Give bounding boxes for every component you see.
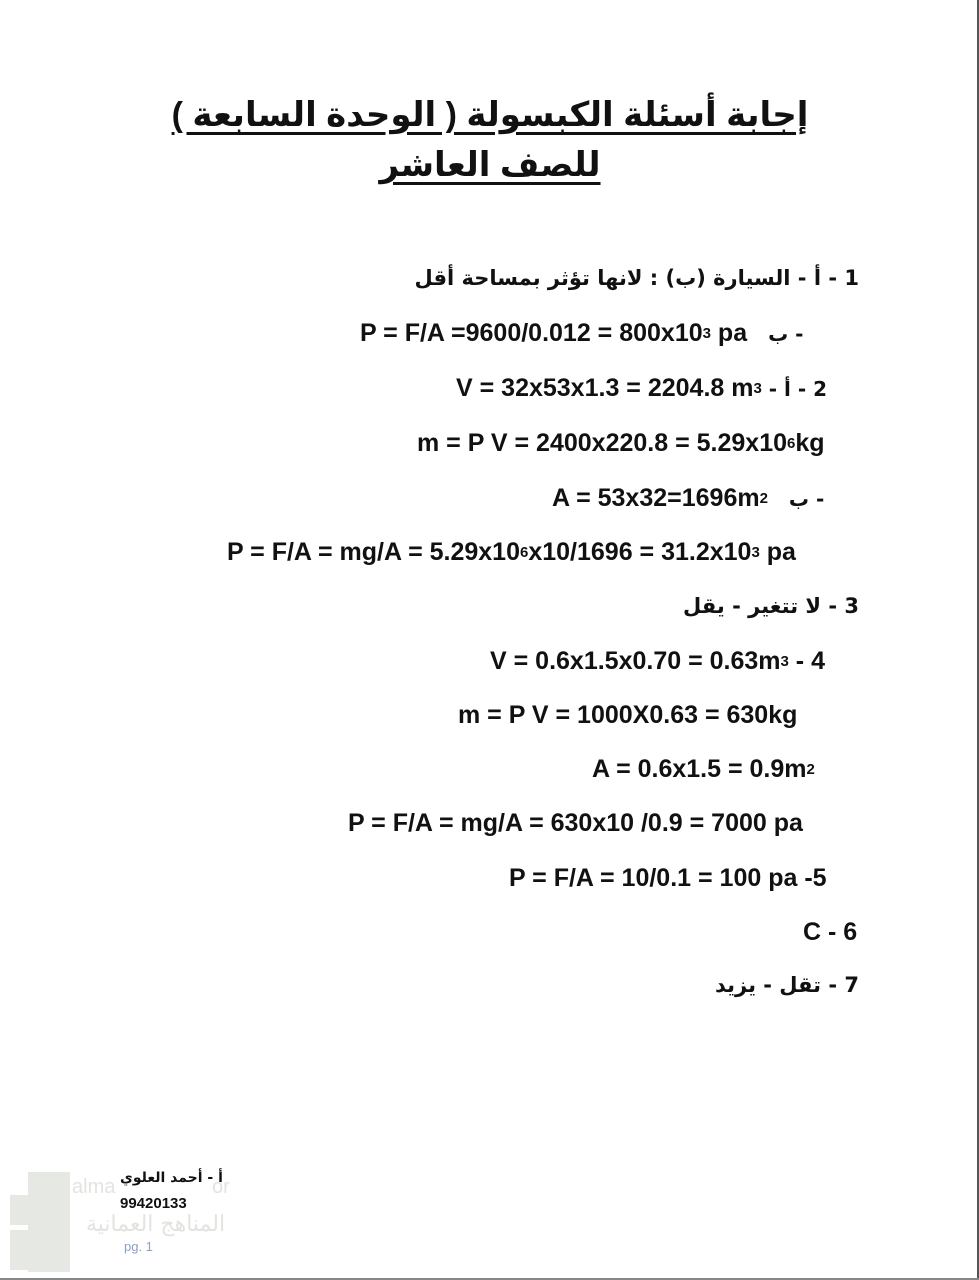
answer-q5: P = F/A = 10/0.1 = 100 pa -5 xyxy=(509,864,827,892)
q2a-number: 2 - أ - xyxy=(768,377,828,401)
q4-volume-equation: V = 0.6x1.5x0.70 = 0.63m xyxy=(490,647,781,675)
page-title: إجابة أسئلة الكبسولة ( الوحدة السابعة ) للصف العاشر xyxy=(171,96,809,184)
q4-area-equation: A = 0.6x1.5 = 0.9m xyxy=(592,755,807,783)
q1b-arabic-label: ب - xyxy=(768,322,804,346)
footer-page-number: pg. 1 xyxy=(124,1239,153,1254)
answer-q7: 7 - تقل - يزيد xyxy=(714,973,859,997)
q2a-equation: V = 32x53x1.3 = 2204.8 m xyxy=(456,374,754,402)
answer-q2b xyxy=(552,482,824,518)
q1b-equation: P = F/A =9600/0.012 = 800x10 xyxy=(360,319,703,347)
q2-mass-exponent: 6 xyxy=(787,435,796,452)
q2b-equation: A = 53x32=1696m xyxy=(552,484,760,512)
answer-q2-mass xyxy=(417,427,825,463)
answer-q2-pressure xyxy=(227,536,796,572)
q1b-exponent: 3 xyxy=(702,325,711,342)
q2-pressure-eq-part1: P = F/A = mg/A = 5.29x10 xyxy=(227,538,520,566)
q2b-exponent: 2 xyxy=(759,490,768,507)
q2-mass-unit: kg xyxy=(795,429,825,457)
q2-pressure-unit: pa xyxy=(759,538,796,566)
q2a-exponent: 3 xyxy=(753,380,762,397)
watermark-logo-block-2 xyxy=(10,1195,70,1225)
q2-pressure-eq-part2: x10/1696 = 31.2x10 xyxy=(528,538,752,566)
answer-q1a: 1 - أ - السيارة (ب) : لانها تؤثر بمساحة أقل xyxy=(414,266,859,290)
answer-q4-volume xyxy=(490,645,825,681)
watermark-logo-block-3 xyxy=(10,1230,30,1270)
answer-q4-mass: m = P V = 1000X0.63 = 630kg xyxy=(458,701,798,729)
q4-volume-exponent: 3 xyxy=(780,653,789,670)
q4-number: - 4 xyxy=(788,647,825,675)
watermark-text-arabic: المناهج العمانية xyxy=(86,1212,226,1237)
answer-q3: 3 - لا تتغير - يقل xyxy=(683,594,859,618)
footer-phone: 99420133 xyxy=(120,1195,187,1212)
q1b-unit: pa xyxy=(710,319,748,347)
q2-pressure-exp2: 3 xyxy=(751,544,760,561)
footer-author: أ - أحمد العلوي xyxy=(120,1170,223,1186)
q2-mass-equation: m = P V = 2400x220.8 = 5.29x10 xyxy=(417,429,787,457)
watermark-text-top: alma xyxy=(72,1176,116,1198)
answer-q4-pressure: P = F/A = mg/A = 630x10 /0.9 = 7000 pa xyxy=(348,809,803,837)
answer-q4-area xyxy=(592,753,815,789)
answer-q6: C - 6 xyxy=(803,918,858,946)
q2-pressure-exp1: 6 xyxy=(519,544,529,561)
watermark-text-top-right: or xyxy=(212,1176,230,1198)
q2b-arabic-label: ب - xyxy=(788,487,825,511)
answer-q2a xyxy=(456,372,827,408)
answer-q1b xyxy=(360,317,803,353)
q4-area-exponent: 2 xyxy=(806,761,815,778)
